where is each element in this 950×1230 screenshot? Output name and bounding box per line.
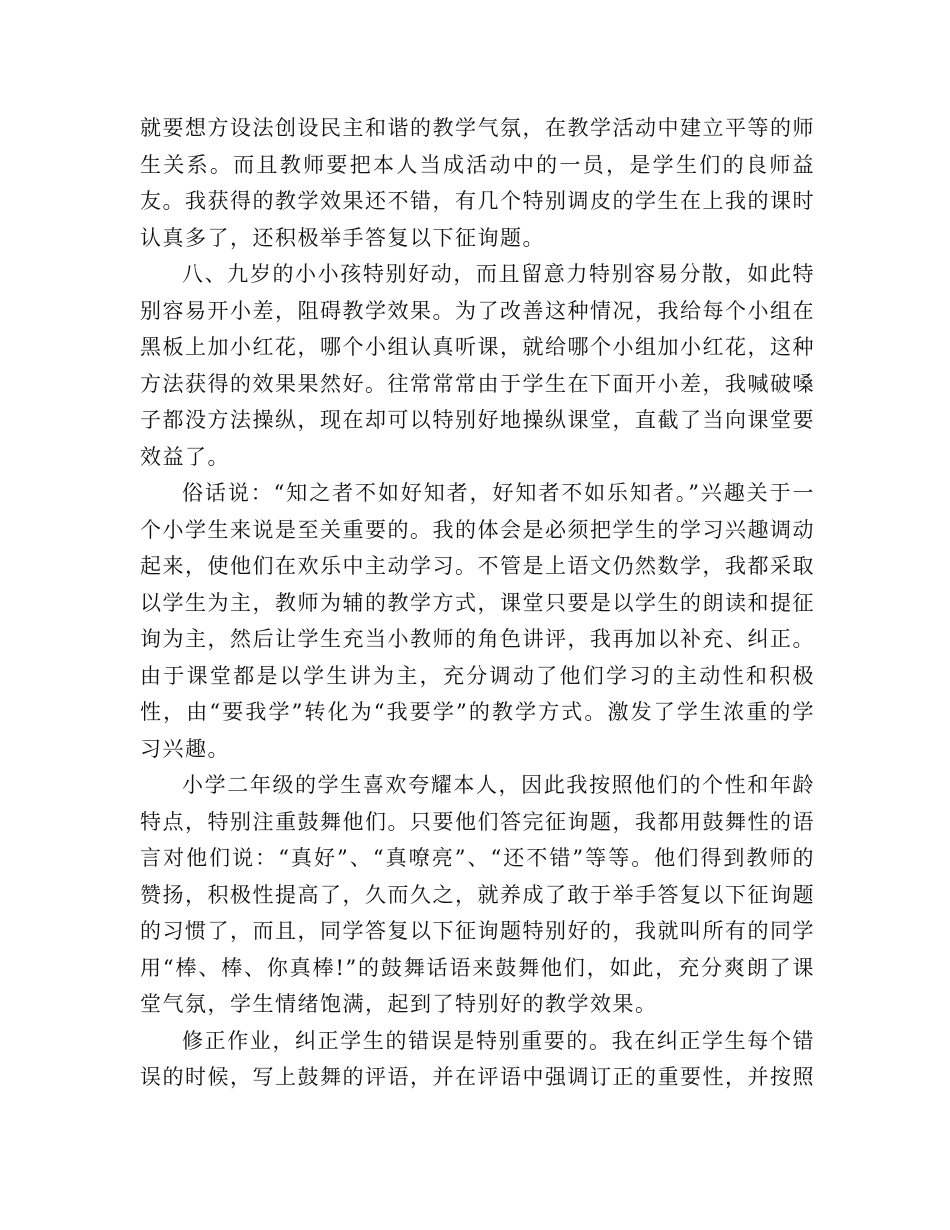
paragraph-3: 俗话说：“知之者不如好知者，好知者不如乐知者。”兴趣关于一个小学生来说是至关重要的。我的体会是必须把学生的学习兴趣调动起来，使他们在欢乐中主动学习。不管是上语文仍然数学，我都采取以学生为主，教师为辅的教学方式，课堂只要是以学生的朗读和提征询为主，然后让学生充当小教师的角色讲评，我再加以补充、纠正。由于课堂都是以学生讲为主，充分调动了他们学习的主动性和积极性，由“要我学”转化为“我要学”的教学方式。激发了学生浓重的学习兴趣。: [140, 481, 815, 761]
paragraph-5: 修正作业，纠正学生的错误是特别重要的。我在纠正学生每个错误的时候，写上鼓舞的评语，并在评语中强调订正的重要性，并按照: [140, 1028, 815, 1089]
paragraph-2: 八、九岁的小小孩特别好动，而且留意力特别容易分散，如此特别容易开小差，阻碍教学效果。为了改善这种情况，我给每个小组在黑板上加小红花，哪个小组认真听课，就给哪个小组加小红花，这种方法获得的效果果然好。往常常常由于学生在下面开小差，我喊破嗓子都没方法操纵，现在却可以特别好地操纵课堂，直截了当向课堂要效益了。: [140, 262, 815, 469]
paragraph-4: 小学二年级的学生喜欢夸耀本人，因此我按照他们的个性和年龄特点，特别注重鼓舞他们。只要他们答完征询题，我都用鼓舞性的语言对他们说：“真好”、“真嘹亮”、“还不错”等等。他们得到教师的赞扬，积极性提高了，久而久之，就养成了敢于举手答复以下征询题的习惯了，而且，同学答复以下征询题特别好的，我就叫所有的同学用“棒、棒、你真棒!”的鼓舞话语来鼓舞他们，如此，充分爽朗了课堂气氛，学生情绪饱满，起到了特别好的教学效果。: [140, 773, 815, 1016]
paragraph-1: 就要想方设法创设民主和谐的教学气氛，在教学活动中建立平等的师生关系。而且教师要把本人当成活动中的一员，是学生们的良师益友。我获得的教学效果还不错，有几个特别调皮的学生在上我的课时认真多了，还积极举手答复以下征询题。: [140, 116, 815, 250]
document-page: [140, 110, 815, 1096]
